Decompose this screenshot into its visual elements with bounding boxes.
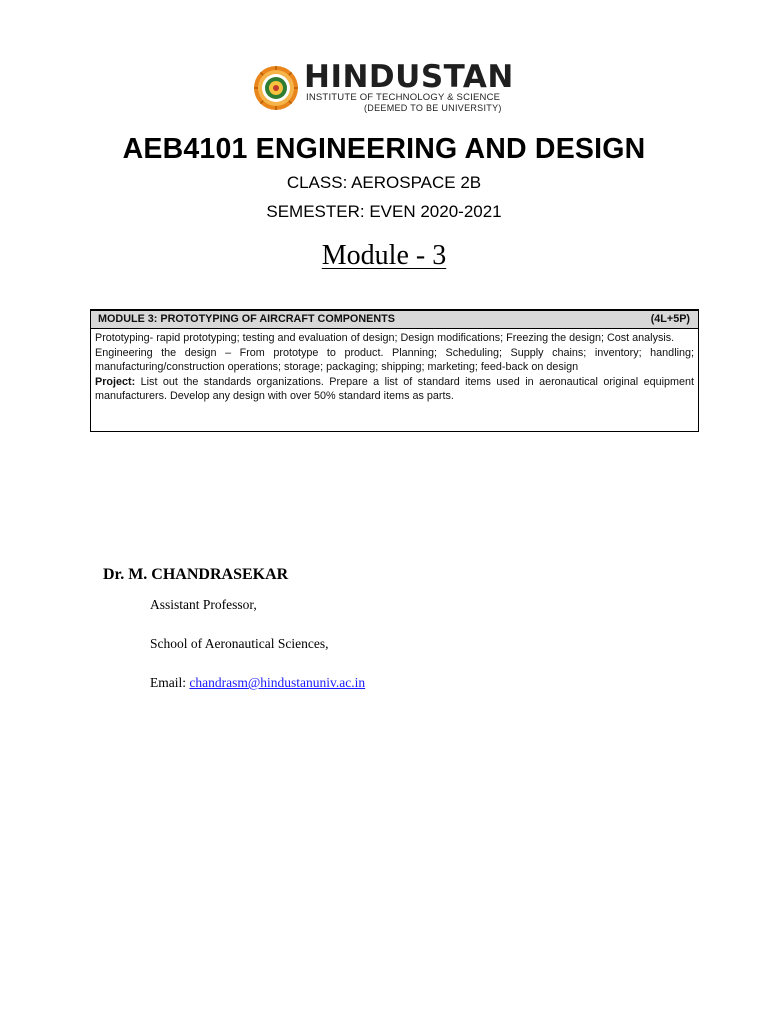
project-text: List out the standards organizations. Prepare a list of standard items used in aeronautical original equipment manufacturers. Develop any design with over 50% standard items as parts. xyxy=(95,375,695,402)
module-box-hours: (4L+5P) xyxy=(650,313,690,325)
author-name: Dr. M. CHANDRASEKAR xyxy=(103,566,289,583)
institution-logo xyxy=(253,59,514,114)
logo-name: HINDUSTAN xyxy=(304,59,514,95)
syllabus-paragraph-prototyping: Prototyping- rapid prototyping; testing and evaluation of design; Design modifications; Freezing the design; Cost analysis. xyxy=(95,332,675,344)
module-box-title: MODULE 3: PROTOTYPING OF AIRCRAFT COMPONENTS xyxy=(98,313,395,325)
syllabus-paragraph-engineering: Engineering the design – From prototype to product. Planning; Scheduling; Supply chains; inventory; handling; manufacturing/construction operations; storage; packaging; shipping; marketing; feed-back on design xyxy=(95,346,694,373)
author-title: Assistant Professor, xyxy=(150,597,257,612)
module-box-header xyxy=(91,311,698,329)
class-line: CLASS: AEROSPACE 2B xyxy=(286,173,482,192)
author-school: School of Aeronautical Sciences, xyxy=(150,636,329,651)
syllabus-paragraph-project xyxy=(95,375,694,404)
semester-line: SEMESTER: EVEN 2020-2021 xyxy=(266,202,502,221)
institution-seal-icon xyxy=(253,65,299,111)
module-syllabus-box xyxy=(90,309,699,432)
module-box-body xyxy=(91,329,698,404)
email-link[interactable]: chandrasm@hindustanuniv.ac.in xyxy=(189,675,366,690)
email-label: Email: xyxy=(150,675,190,690)
module-heading: Module - 3 xyxy=(321,240,447,271)
course-title: AEB4101 ENGINEERING AND DESIGN xyxy=(122,133,646,165)
logo-subtitle: INSTITUTE OF TECHNOLOGY & SCIENCE xyxy=(306,92,501,103)
project-label: Project: xyxy=(95,375,136,388)
author-email-line xyxy=(150,675,365,691)
logo-tagline: (DEEMED TO BE UNIVERSITY) xyxy=(364,103,502,113)
